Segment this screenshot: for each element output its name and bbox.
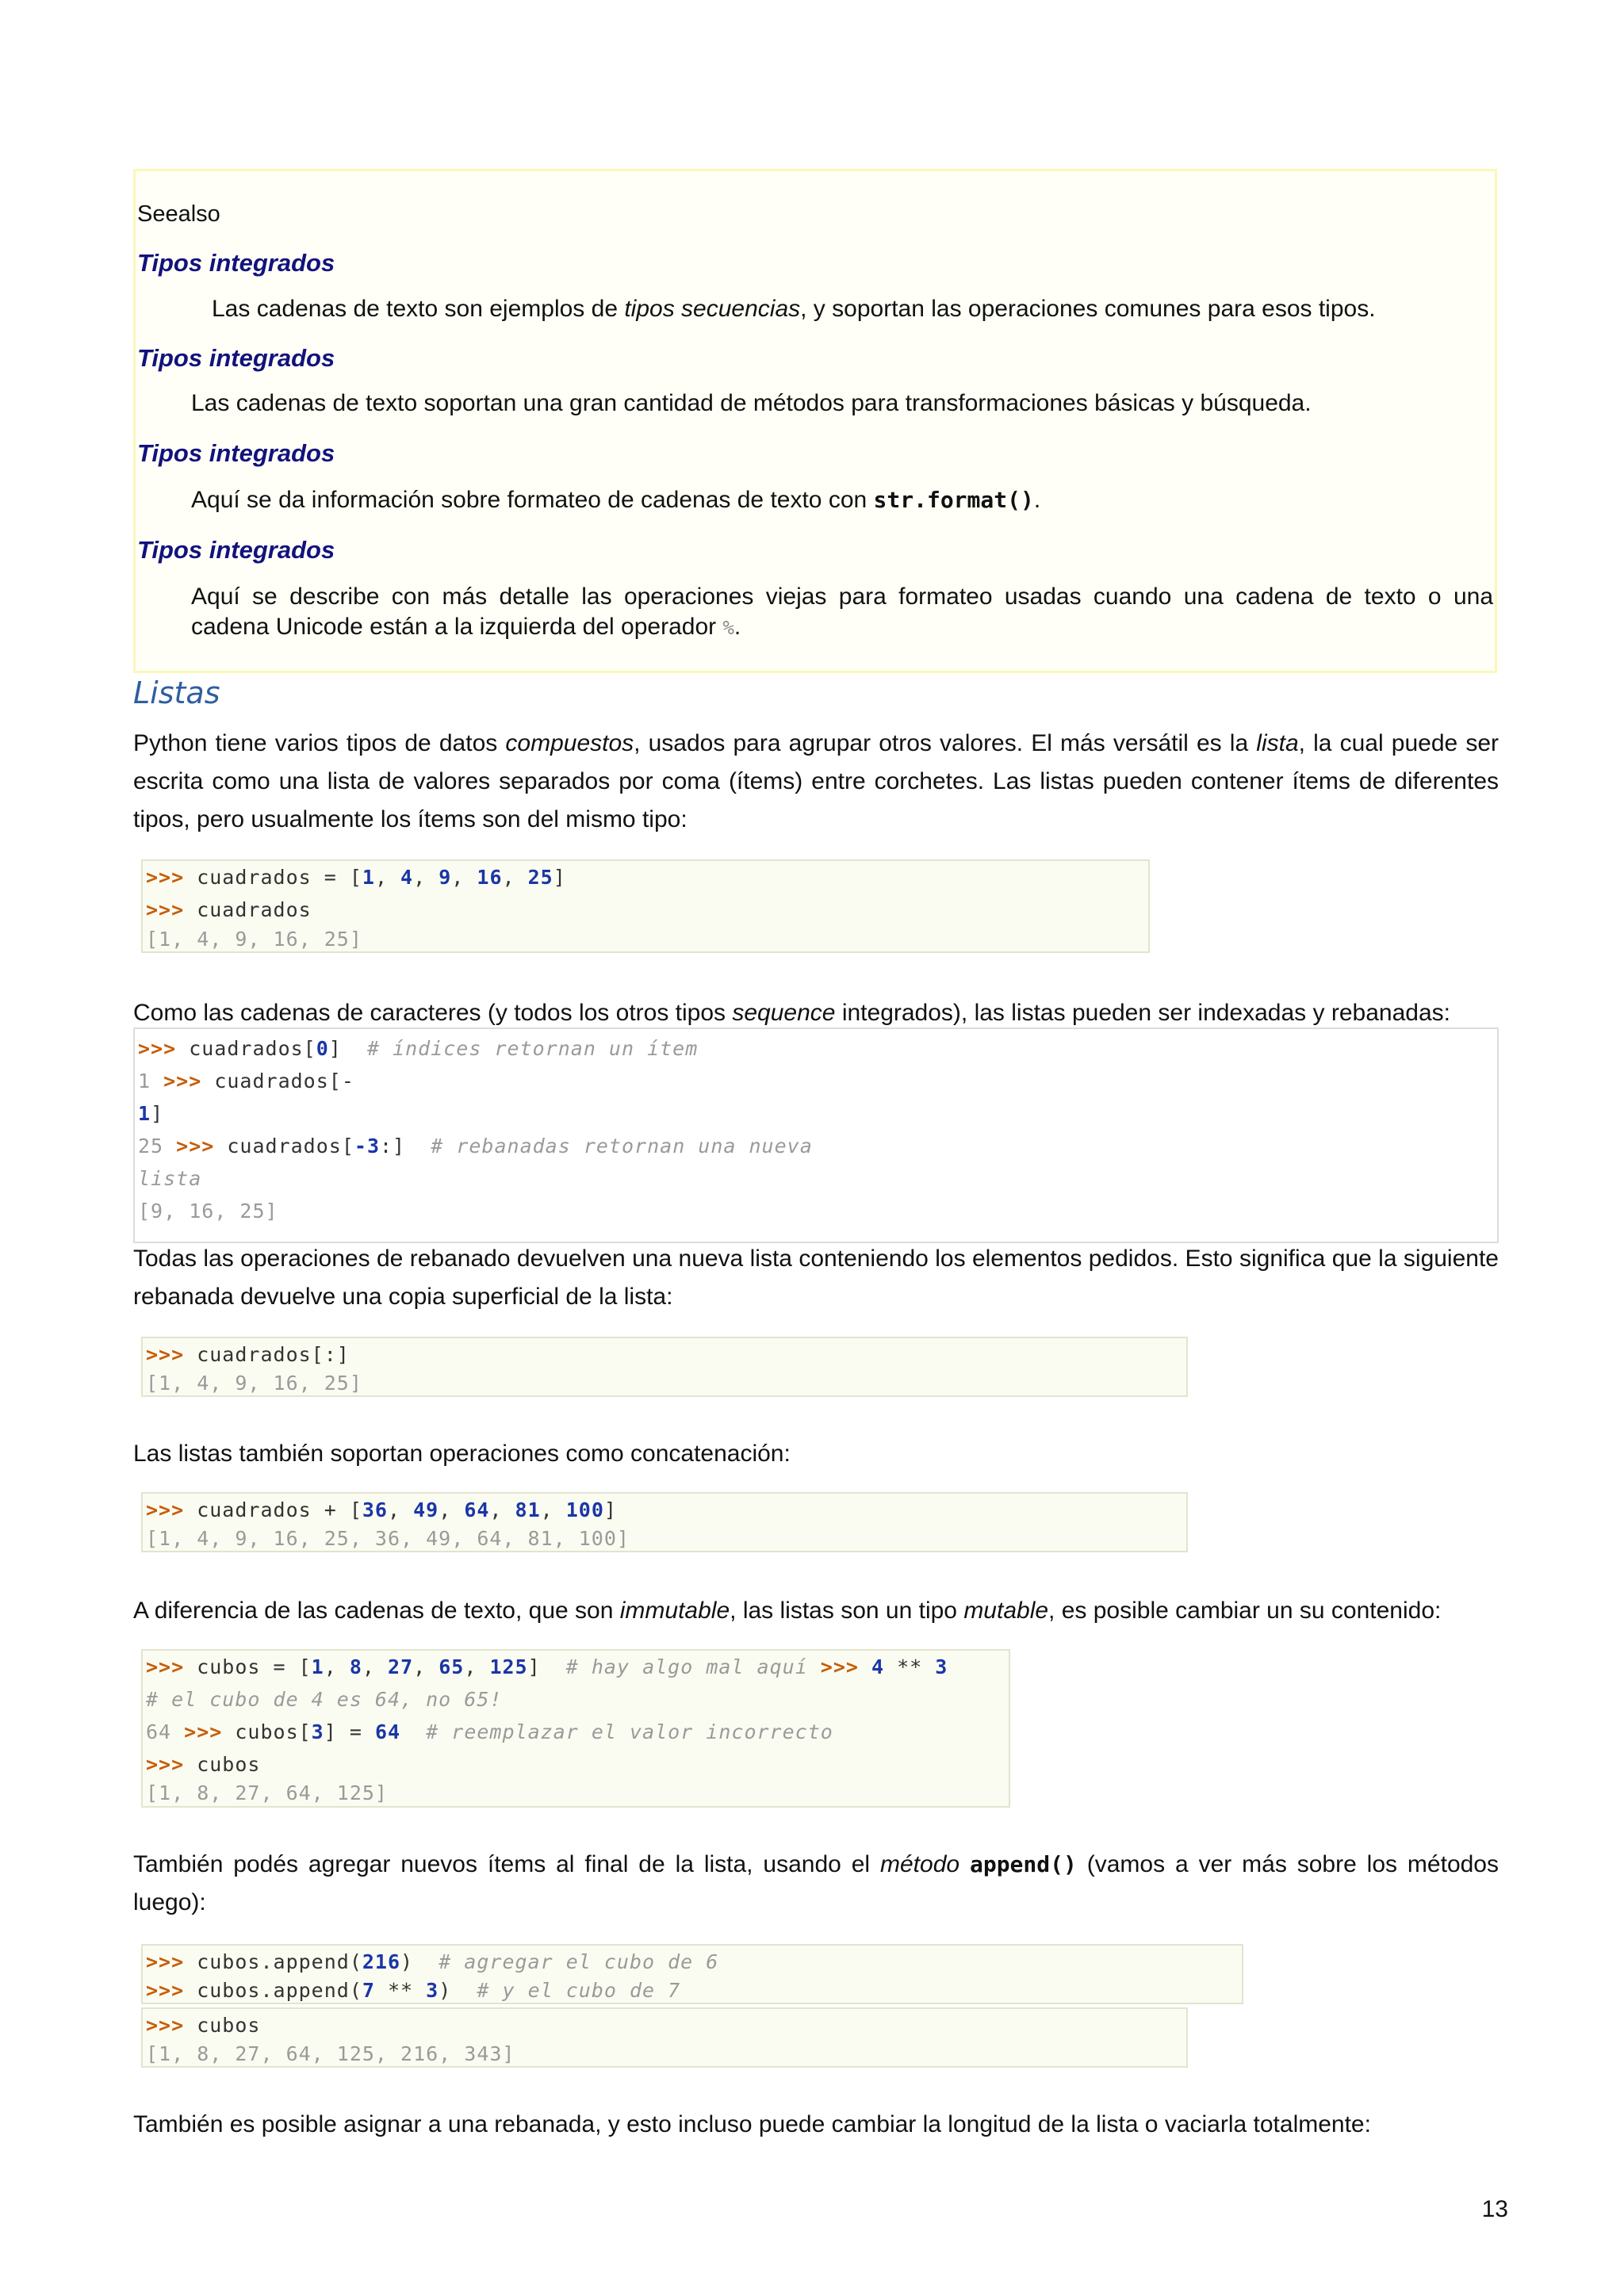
seealso-ref-link[interactable]: Tipos integrados	[137, 536, 335, 564]
paragraph: También podés agregar nuevos ítems al final de la lista, usando el método append() (vamos a ver más sobre los métodos luego):	[133, 1851, 1499, 1915]
paragraph: A diferencia de las cadenas de texto, que son immutable, las listas son un tipo mutable, es posible cambiar un su contenido:	[133, 1598, 1442, 1624]
paragraph: Como las cadenas de caracteres (y todos los otros tipos sequence integrados), las listas pueden ser indexadas y rebanadas:	[133, 1000, 1450, 1026]
seealso-desc: Aquí se da información sobre formateo de cadenas de texto con str.format().	[191, 487, 1041, 513]
paragraph: Todas las operaciones de rebanado devuelven una nueva lista conteniendo los elementos pedidos. Esto significa que la siguiente rebanada devuelve una copia superficial de la lista:	[133, 1246, 1499, 1310]
code-block: >>> cuadrados + [36, 49, 64, 81, 100] [1, 4, 9, 16, 25, 36, 49, 64, 81, 100]	[141, 1492, 1188, 1552]
code-block: >>> cuadrados = [1, 4, 9, 16, 25] >>> cuadrados [1, 4, 9, 16, 25]	[141, 859, 1150, 953]
seealso-ref-link[interactable]: Tipos integrados	[137, 439, 335, 467]
paragraph: Python tiene varios tipos de datos compuestos, usados para agrupar otros valores. El más versátil es la lista, la cual puede ser escrita como una lista de valores separados por coma (ítems) entre corchetes. Las listas pueden contener ítems de diferentes tipos, pero usualmente los ítems son del mismo tipo:	[133, 730, 1500, 832]
seealso-desc: Las cadenas de texto soportan una gran cantidad de métodos para transformaciones básicas y búsqueda.	[191, 390, 1312, 416]
seealso-box	[133, 169, 1497, 673]
seealso-desc: cadena Unicode están a la izquierda del operador %.	[191, 614, 741, 640]
seealso-ref-link[interactable]: Tipos integrados	[137, 249, 335, 277]
code-block: >>> cubos [1, 8, 27, 64, 125, 216, 343]	[141, 2007, 1188, 2068]
paragraph: También es posible asignar a una rebanada, y esto incluso puede cambiar la longitud de la lista o vaciarla totalmente:	[133, 2111, 1371, 2137]
code-block: >>> cuadrados[0] # índices retornan un ítem 1 >>> cuadrados[- 1] 25 >>> cuadrados[-3:] # rebanadas retornan una nueva lista [9, 16, 25]	[133, 1027, 1499, 1243]
paragraph: Las listas también soportan operaciones como concatenación:	[133, 1441, 791, 1467]
page-number: 13	[1481, 2196, 1508, 2222]
seealso-ref-link[interactable]: Tipos integrados	[137, 344, 335, 372]
seealso-desc: Aquí se describe con más detalle las operaciones viejas para formateo usadas cuando una cadena de texto o una	[191, 584, 1493, 610]
code-block: >>> cubos = [1, 8, 27, 65, 125] # hay algo mal aquí >>> 4 ** 3 # el cubo de 4 es 64, no 65! 64 >>> cubos[3] = 64 # reemplazar el valor incorrecto >>> cubos [1, 8, 27, 64, 125]	[141, 1649, 1010, 1808]
code-block: >>> cubos.append(216) # agregar el cubo de 6 >>> cubos.append(7 ** 3) # y el cubo de 7	[141, 1944, 1243, 2004]
seealso-label: Seealso	[137, 201, 220, 227]
seealso-desc: Las cadenas de texto son ejemplos de tipos secuencias, y soportan las operaciones comunes para esos tipos.	[212, 296, 1376, 322]
code-block: >>> cuadrados[:] [1, 4, 9, 16, 25]	[141, 1337, 1188, 1397]
section-heading: Listas	[133, 675, 220, 710]
